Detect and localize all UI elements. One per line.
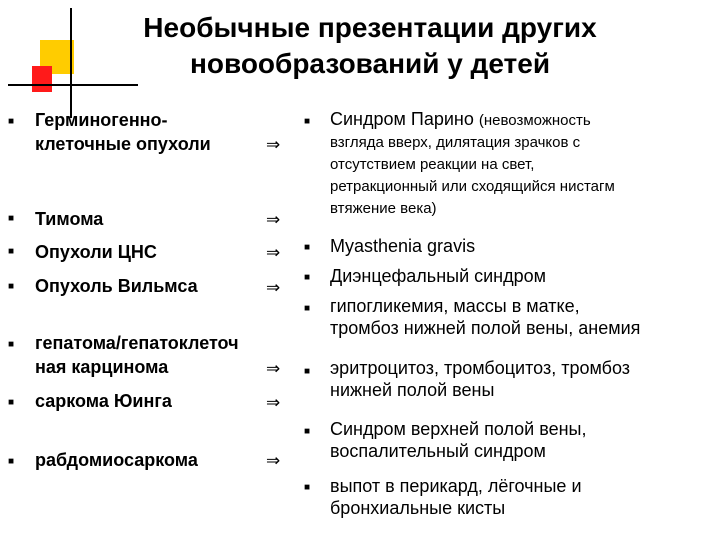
left-item-rhabdomyosarcoma: рабдомиосаркома bbox=[35, 450, 198, 470]
decor-horizontal-line bbox=[8, 84, 138, 86]
bullet-icon bbox=[8, 282, 14, 292]
implies-arrow-icon: ⇒ bbox=[266, 451, 281, 471]
bullet-icon bbox=[304, 117, 310, 127]
left-item-hepatoma: гепатома/гепатоклеточ ная карцинома bbox=[35, 333, 239, 377]
bullet-icon bbox=[8, 214, 14, 224]
bullet-icon bbox=[304, 427, 310, 437]
right-item-erythrocytosis: эритроцитоз, тромбоцитоз, тромбоз нижней полой вены bbox=[330, 358, 631, 400]
bullet-icon bbox=[304, 367, 310, 377]
left-item-thymoma: Тимома bbox=[35, 209, 104, 229]
title-line-1: Необычные презентации других bbox=[143, 12, 597, 43]
bullet-icon bbox=[304, 304, 310, 314]
implies-arrow-icon: ⇒ bbox=[266, 135, 281, 155]
implies-arrow-icon: ⇒ bbox=[266, 359, 281, 379]
right-item-svc-syndrome: Синдром верхней полой вены, воспалительный синдром bbox=[330, 419, 587, 461]
implies-arrow-icon: ⇒ bbox=[266, 243, 281, 263]
bullet-icon bbox=[8, 457, 14, 467]
bullet-icon bbox=[304, 483, 310, 493]
decor-red-square bbox=[32, 66, 52, 92]
bullet-icon bbox=[8, 340, 14, 350]
left-item-germ-cell: Герминогенно- клеточные опухоли bbox=[35, 110, 211, 154]
implies-arrow-icon: ⇒ bbox=[266, 278, 281, 298]
right-item-diencephalic: Диэнцефальный синдром bbox=[330, 266, 547, 286]
right-item-pericardial-effusion: выпот в перикард, лёгочные и бронхиальные кисты bbox=[330, 476, 582, 518]
title-line-2: новообразований у детей bbox=[189, 48, 551, 79]
bullet-icon bbox=[304, 273, 310, 283]
bullet-icon bbox=[8, 117, 14, 127]
right-item-myasthenia: Myasthenia gravis bbox=[330, 236, 476, 256]
implies-arrow-icon: ⇒ bbox=[266, 210, 281, 230]
right-item-parinaud: Синдром Парино (невозможность взгляда вверх, дилятация зрачков с отсутствием реакции на свет, ретракционный или сходящийся нистагм втяжение века) bbox=[330, 109, 615, 217]
slide-title bbox=[60, 10, 680, 82]
implies-arrow-icon: ⇒ bbox=[266, 393, 281, 413]
left-item-ewing: саркома Юинга bbox=[35, 391, 172, 411]
bullet-icon bbox=[8, 247, 14, 257]
bullet-icon bbox=[304, 243, 310, 253]
left-item-wilms: Опухоль Вильмса bbox=[35, 276, 198, 296]
left-item-cns: Опухоли ЦНС bbox=[35, 242, 157, 262]
right-item-hypoglycemia: гипогликемия, массы в матке, тромбоз нижней полой вены, анемия bbox=[330, 296, 641, 338]
bullet-icon bbox=[8, 398, 14, 408]
